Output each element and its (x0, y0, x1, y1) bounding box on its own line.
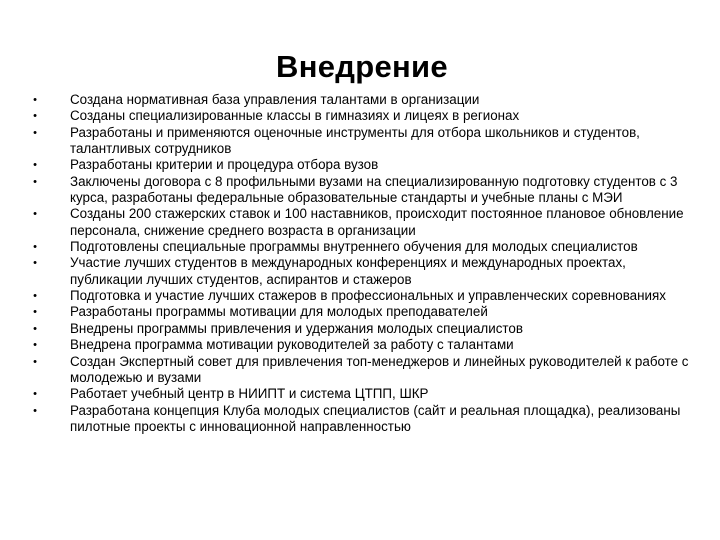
bullet-text: Созданы 200 стажерских ставок и 100 наставников, происходит постоянное плановое обновление персонала, снижение среднего возраста в организации (70, 206, 684, 238)
bullet-text: Разработаны критерии и процедура отбора вузов (70, 157, 379, 173)
bullet-item (30, 386, 690, 402)
bullet-item (30, 108, 690, 124)
bullet-item (30, 321, 690, 337)
bullet-icon: • (33, 94, 37, 106)
bullet-icon: • (33, 110, 37, 123)
bullet-text: Подготовлены специальные программы внутреннего обучения для молодых специалистов (70, 239, 638, 255)
bullet-item (30, 288, 690, 304)
bullet-item (30, 403, 690, 436)
bullet-item (30, 239, 690, 255)
bullet-item (30, 125, 690, 158)
bullet-text: Заключены договора с 8 профильными вузами на специализированную подготовку студентов с 3 курса, разработаны федеральные образовательные стандарты и учебные планы с МЭИ (70, 173, 678, 206)
bullet-icon: • (33, 257, 37, 270)
bullet-text: Внедрена программа мотивации руководителей за работу с талантами (70, 337, 514, 353)
bullet-list (30, 92, 690, 435)
slide-title: Внедрение (276, 49, 448, 84)
bullet-item (30, 206, 690, 239)
bullet-icon: • (33, 241, 37, 254)
bullet-item (30, 304, 690, 320)
bullet-text: Подготовка и участие лучших стажеров в профессиональных и управленческих соревнованиях (70, 288, 666, 304)
bullet-icon: • (33, 159, 37, 172)
bullet-item (30, 354, 690, 387)
bullet-icon: • (33, 208, 37, 221)
bullet-item (30, 157, 690, 173)
bullet-icon: • (33, 175, 37, 188)
bullet-icon: • (33, 355, 37, 368)
bullet-text: Создан Экспертный совет для привлечения топ-менеджеров и линейных руководителей к работе с молодежью и вузами (70, 353, 689, 385)
bullet-icon: • (33, 126, 37, 139)
bullet-item (30, 174, 690, 207)
bullet-icon: • (33, 388, 37, 401)
bullet-text: Работает учебный центр в НИИПТ и система ЦТПП, ШКР (70, 386, 429, 402)
bullet-text: Разработаны и применяются оценочные инструменты для отбора школьников и студентов, талантливых сотрудников (70, 124, 640, 157)
bullet-icon: • (33, 290, 37, 303)
bullet-item (30, 92, 690, 108)
bullet-text: Участие лучших студентов в международных конференциях и международных проектах, публикации лучших студентов, аспирантов и стажеров (70, 255, 626, 287)
bullet-item (30, 337, 690, 353)
bullet-text: Создана нормативная база управления талантами в организации (70, 92, 480, 107)
bullet-icon: • (33, 306, 37, 319)
bullet-text: Внедрены программы привлечения и удержания молодых специалистов (70, 320, 523, 336)
bullet-text: Разработаны программы мотивации для молодых преподавателей (70, 304, 488, 320)
bullet-icon: • (33, 404, 37, 417)
bullet-text: Созданы специализированные классы в гимназиях и лицеях в регионах (70, 108, 520, 124)
bullet-text: Разработана концепция Клуба молодых специалистов (сайт и реальная площадка), реализованы пилотные проекты с инновационной направленностью (70, 402, 681, 434)
bullet-icon: • (33, 339, 37, 352)
bullet-icon: • (33, 322, 37, 335)
bullet-item (30, 255, 690, 288)
